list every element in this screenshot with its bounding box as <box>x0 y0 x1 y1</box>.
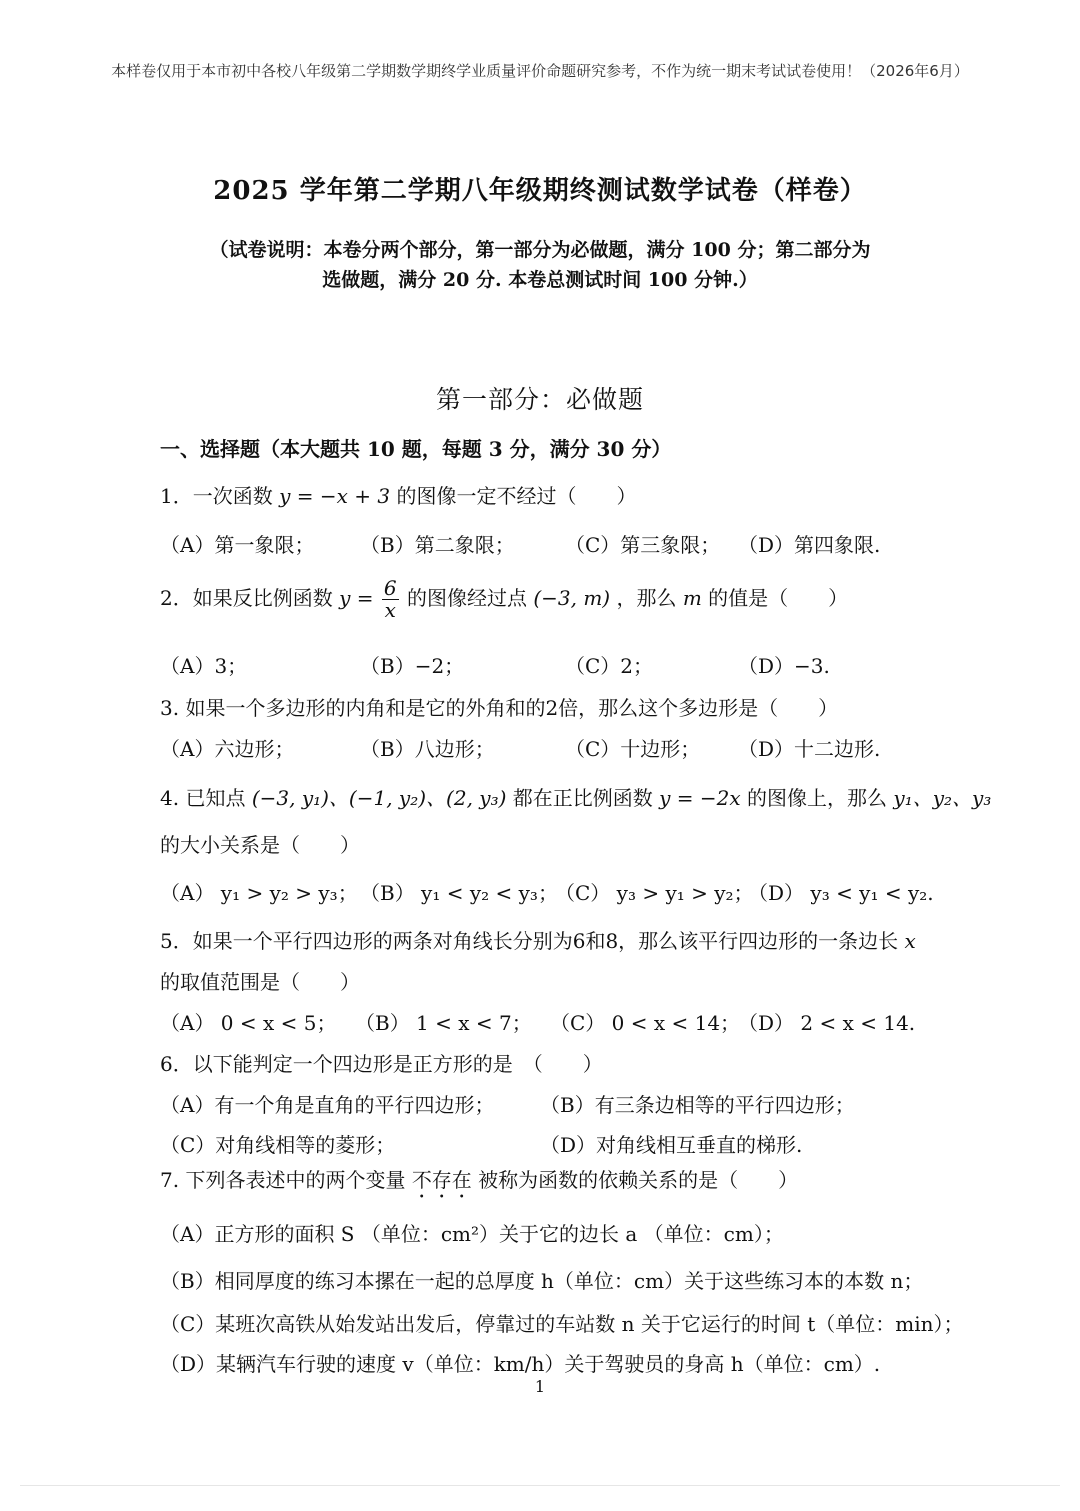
question-6-option-a: （A）有一个角是直角的平行四边形； <box>160 1093 495 1117</box>
question-1-stem-pre: 1．一次函数 <box>160 484 273 508</box>
question-7-option-b: （B）相同厚度的练习本摞在一起的总厚度 h（单位：cm）关于这些练习本的本数 n； <box>160 1269 924 1293</box>
question-1-stem-post: 的图像一定不经过（ ） <box>396 484 637 508</box>
question-3: 3. 如果一个多边形的内角和是它的外角和的2倍，那么这个多边形是（ ） <box>160 696 839 720</box>
question-2-stem-mid: 的图像经过点 <box>406 586 527 610</box>
question-7-stem-post: 被称为函数的依赖关系的是（ ） <box>478 1168 799 1192</box>
exam-explanation-line1: （试卷说明：本卷分两个部分，第一部分为必做题，满分 100 分；第二部分为 <box>209 239 871 261</box>
question-1-option-c: （C）第三象限； <box>565 533 721 557</box>
question-3-option-c: （C）十边形； <box>565 737 701 761</box>
question-4-variables: y₁、y₂、y₃ <box>893 786 992 810</box>
question-4-option-c: （C） y₃ > y₁ > y₂； <box>555 881 754 905</box>
question-6: 6．以下能判定一个四边形是正方形的是 （ ） <box>160 1052 603 1076</box>
question-2-stem-pre: 2．如果反比例函数 <box>160 586 333 610</box>
question-2-fraction-denominator: x <box>384 598 396 622</box>
question-4-option-d: （D） y₃ < y₁ < y₂. <box>748 881 934 905</box>
question-2 <box>160 578 848 621</box>
question-7-option-c: （C）某班次高铁从始发站出发后，停靠过的车站数 n 关于它运行的时间 t（单位：min）； <box>160 1312 964 1336</box>
question-6-option-c: （C）对角线相等的菱形； <box>160 1133 396 1157</box>
question-3-option-b: （B）八边形； <box>360 737 495 761</box>
question-4-stem-pre: 4. 已知点 <box>160 786 246 810</box>
question-5-line2: 的取值范围是（ ） <box>160 970 360 994</box>
page-number: 1 <box>534 1377 546 1396</box>
header-note: 本样卷仅用于本市初中各校八年级第二学期数学期终学业质量评价命题研究参考，不作为统一期末考试试卷使用！（2026年6月） <box>111 62 969 80</box>
question-5 <box>160 925 916 954</box>
question-1 <box>160 480 636 509</box>
question-5-option-c: （C） 0 < x < 14； <box>550 1011 741 1035</box>
question-5-option-a: （A） 0 < x < 5； <box>160 1011 337 1035</box>
question-6-option-d: （D）对角线相互垂直的梯形. <box>540 1133 803 1157</box>
question-2-option-b: （B）−2； <box>360 654 465 678</box>
question-1-expression: y = −x + 3 <box>279 484 391 508</box>
question-5-option-d: （D） 2 < x < 14. <box>738 1011 916 1035</box>
question-6-option-b: （B）有三条边相等的平行四边形； <box>540 1093 855 1117</box>
question-4 <box>160 782 991 811</box>
question-2-stem-post1: ，那么 <box>616 586 677 610</box>
question-3-option-d: （D）十二边形. <box>738 737 881 761</box>
question-2-option-d: （D）−3. <box>738 654 830 678</box>
exam-explanation-line2: 选做题，满分 20 分. 本卷总测试时间 100 分钟.） <box>322 269 758 291</box>
question-7-option-d: （D）某辆汽车行驶的速度 v（单位：km/h）关于驾驶员的身高 h（单位：cm）. <box>160 1352 881 1376</box>
page-bottom-divider <box>20 1485 1060 1486</box>
part-title: 第一部分：必做题 <box>435 385 644 414</box>
question-7-option-a: （A）正方形的面积 S （单位：cm²）关于它的边长 a （单位：cm）； <box>160 1222 784 1246</box>
question-4-stem-mid: 都在正比例函数 <box>512 786 653 810</box>
question-7-stem-pre: 7. 下列各表述中的两个变量 <box>160 1168 406 1192</box>
question-4-option-b: （B） y₁ < y₂ < y₃； <box>360 881 558 905</box>
question-2-fraction-numerator: 6 <box>383 576 397 600</box>
question-2-fraction <box>382 578 399 621</box>
exam-title: 2025 学年第二学期八年级期终测试数学试卷（样卷） <box>213 176 867 206</box>
question-4-option-a: （A） y₁ > y₂ > y₃； <box>160 881 358 905</box>
question-1-option-b: （B）第二象限； <box>360 533 515 557</box>
question-4-line2: 的大小关系是（ ） <box>160 833 360 857</box>
question-2-option-c: （C）2； <box>565 654 654 678</box>
question-5-option-b: （B） 1 < x < 7； <box>355 1011 532 1035</box>
question-1-option-a: （A）第一象限； <box>160 533 315 557</box>
question-2-point: (−3, m) <box>533 586 611 610</box>
question-2-option-a: （A）3； <box>160 654 248 678</box>
question-7-emphasis: 不存在 <box>411 1168 472 1192</box>
question-5-variable: x <box>904 929 916 953</box>
question-2-lhs: y = <box>339 586 374 610</box>
question-1-option-d: （D）第四象限. <box>738 533 881 557</box>
question-4-stem-post: 的图像上，那么 <box>747 786 888 810</box>
question-3-option-a: （A）六边形； <box>160 737 295 761</box>
question-4-points: (−3, y₁)、(−1, y₂)、(2, y₃) <box>251 786 507 810</box>
question-4-function: y = −2x <box>659 786 741 810</box>
question-2-variable: m <box>682 586 702 610</box>
question-2-stem-post2: 的值是（ ） <box>708 586 849 610</box>
question-5-stem: 5．如果一个平行四边形的两条对角线长分别为6和8，那么该平行四边形的一条边长 <box>160 929 899 953</box>
question-7 <box>160 1164 798 1203</box>
section-title: 一、选择题（本大题共 10 题，每题 3 分，满分 30 分） <box>160 437 672 461</box>
